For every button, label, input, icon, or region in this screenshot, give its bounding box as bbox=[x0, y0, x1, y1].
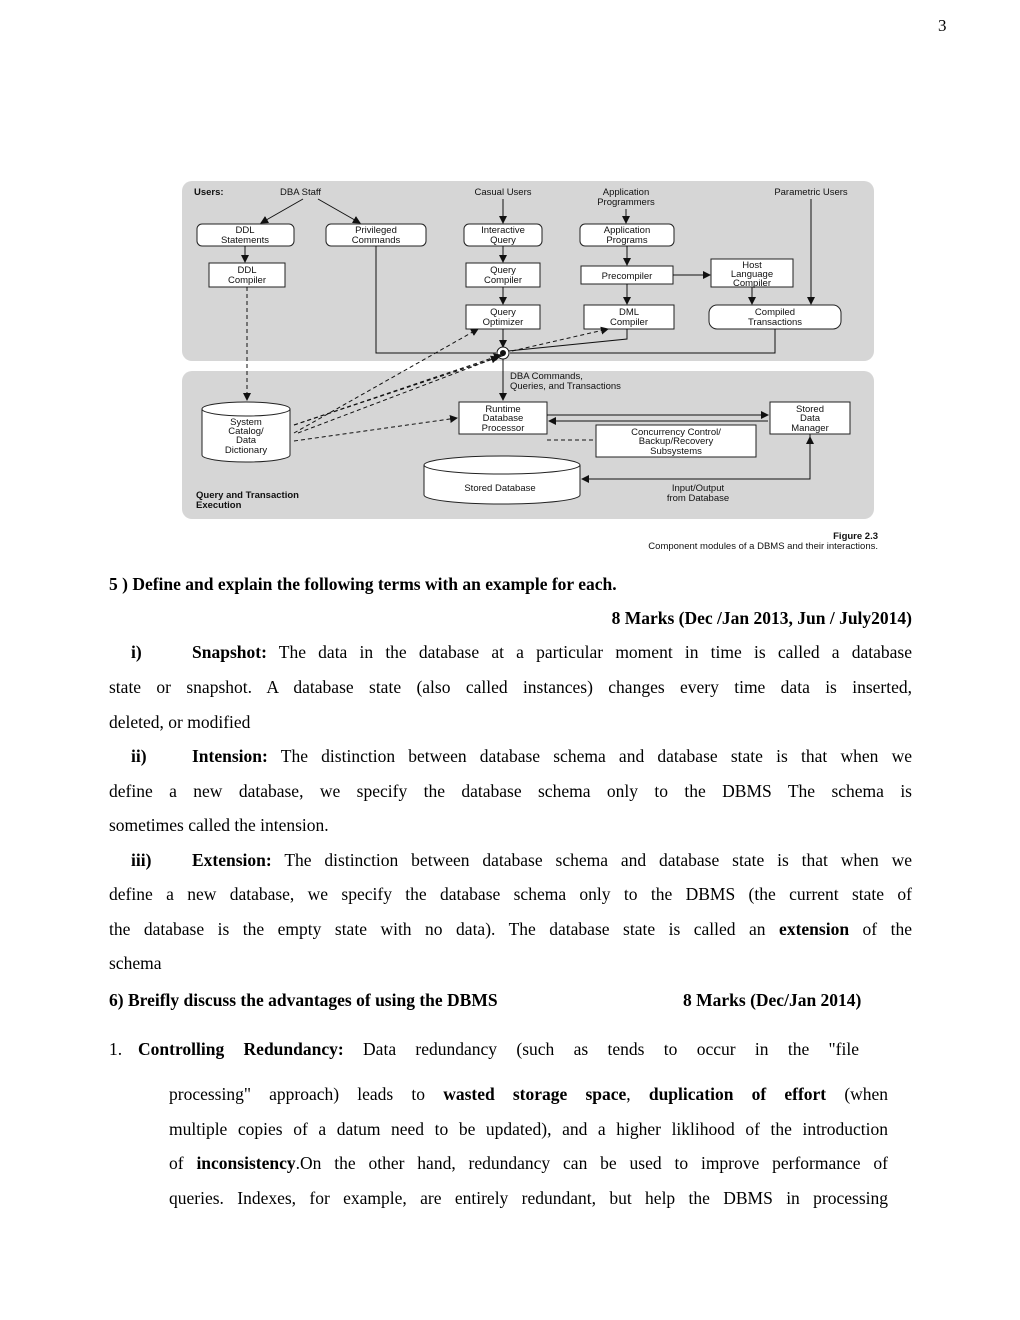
svg-text:Queries, and Transactions: Queries, and Transactions bbox=[510, 381, 621, 392]
svg-text:Commands: Commands bbox=[351, 235, 401, 246]
users-label: Users: bbox=[194, 187, 224, 198]
q6-marks: 8 Marks (Dec/Jan 2014) bbox=[683, 990, 862, 1010]
svg-text:Host: Host bbox=[742, 260, 762, 271]
q6-item1-line4: of inconsistency.On the other hand, redundancy can be used to improve performance of bbox=[169, 1153, 888, 1173]
svg-text:Programs: Programs bbox=[606, 235, 648, 246]
stored-database-cylinder bbox=[424, 456, 580, 504]
svg-text:Execution: Execution bbox=[196, 500, 242, 511]
q5-iii-line3: the database is the empty state with no data). The database state is called an extension of the bbox=[109, 919, 912, 939]
svg-text:Backup/Recovery: Backup/Recovery bbox=[638, 436, 714, 447]
svg-text:Processor: Processor bbox=[481, 423, 525, 434]
q5-i-line2: state or snapshot. A database state (also called instances) changes every time data is inserted, bbox=[109, 677, 912, 697]
svg-text:System: System bbox=[230, 417, 262, 428]
app-programmers-label: Application bbox=[602, 187, 650, 198]
q5-i-line3: deleted, or modified bbox=[109, 712, 251, 732]
svg-text:Dictionary: Dictionary bbox=[224, 445, 268, 456]
svg-text:Stored: Stored bbox=[796, 404, 824, 415]
svg-text:Database: Database bbox=[482, 413, 524, 424]
q5-ii-line3: sometimes called the intension. bbox=[109, 815, 329, 835]
svg-text:Language: Language bbox=[730, 269, 774, 280]
svg-text:Transactions: Transactions bbox=[747, 317, 803, 328]
q5-iii-line4: schema bbox=[109, 953, 162, 973]
q6-item1-line1: 1. Controlling Redundancy: Data redundancy (such as tends to occur in the "file bbox=[109, 1039, 860, 1059]
q6-heading: 6) Breifly discuss the advantages of using the DBMS bbox=[109, 990, 498, 1010]
svg-text:Compiler: Compiler bbox=[732, 278, 772, 289]
svg-text:Manager: Manager bbox=[791, 423, 829, 434]
svg-text:Compiler: Compiler bbox=[609, 317, 649, 328]
page-number: 3 bbox=[938, 16, 947, 35]
q6-item1-line2: processing" approach) leads to wasted storage space, duplication of effort (when bbox=[169, 1084, 889, 1104]
q5-iii-line2: define a new database, we specify the database schema only to the DBMS (the current state of bbox=[109, 884, 912, 904]
svg-text:Data: Data bbox=[235, 435, 257, 446]
q5-iii-line1: iii) Extension: The distinction between database schema and database state is that when we bbox=[131, 850, 912, 870]
svg-text:Query: Query bbox=[490, 307, 516, 318]
svg-text:from Database: from Database bbox=[666, 493, 730, 504]
svg-text:Optimizer: Optimizer bbox=[482, 317, 524, 328]
q5-i-line1: i) Snapshot: The data in the database at a particular moment in time is called a database bbox=[131, 642, 912, 662]
figure-caption-text: Component modules of a DBMS and their interactions. bbox=[648, 541, 878, 552]
dbms-component-diagram bbox=[178, 175, 886, 555]
svg-text:Query: Query bbox=[490, 235, 516, 246]
svg-text:DML: DML bbox=[618, 307, 640, 318]
svg-text:Stored Database: Stored Database bbox=[464, 483, 536, 494]
svg-text:Data: Data bbox=[799, 413, 821, 424]
q5-marks: 8 Marks (Dec /Jan 2013, Jun / July2014) bbox=[611, 608, 912, 628]
svg-text:Precompiler: Precompiler bbox=[601, 271, 653, 282]
svg-text:DDL: DDL bbox=[235, 225, 255, 236]
svg-text:Subsystems: Subsystems bbox=[650, 446, 702, 457]
query-transaction-execution-label: Query and Transaction bbox=[196, 490, 299, 501]
svg-text:Statements: Statements bbox=[220, 235, 270, 246]
svg-text:Compiler: Compiler bbox=[483, 275, 523, 286]
q5-heading: 5 ) Define and explain the following terms with an example for each. bbox=[109, 574, 617, 594]
svg-text:Runtime: Runtime bbox=[485, 404, 521, 415]
svg-text:Concurrency Control/: Concurrency Control/ bbox=[631, 427, 721, 438]
dba-staff-label: DBA Staff bbox=[280, 187, 322, 198]
svg-text:Application: Application bbox=[603, 225, 651, 236]
dba-commands-label: DBA Commands, bbox=[510, 371, 583, 382]
diagram-svg bbox=[178, 175, 886, 555]
q6-item1-line3: multiple copies of a datum need to be updated), and a higher liklihood of the introduction bbox=[169, 1119, 888, 1139]
svg-text:Programmers: Programmers bbox=[597, 197, 655, 208]
svg-text:Compiler: Compiler bbox=[227, 275, 267, 286]
q5-ii-line2: define a new database, we specify the database schema only to the DBMS The schema is bbox=[109, 781, 912, 801]
figure-caption-title: Figure 2.3 bbox=[833, 531, 878, 542]
casual-users-label: Casual Users bbox=[474, 187, 532, 198]
svg-text:DDL: DDL bbox=[237, 265, 257, 276]
input-output-label: Input/Output bbox=[671, 483, 725, 494]
svg-text:Privileged: Privileged bbox=[355, 225, 397, 236]
svg-text:Query: Query bbox=[490, 265, 516, 276]
parametric-users-label: Parametric Users bbox=[774, 187, 848, 198]
svg-text:Interactive: Interactive bbox=[481, 225, 525, 236]
q6-item1-line5: queries. Indexes, for example, are entirely redundant, but help the DBMS in processing bbox=[169, 1188, 888, 1208]
q5-ii-line1: ii) Intension: The distinction between database schema and database state is that when we bbox=[131, 746, 913, 766]
svg-text:Compiled: Compiled bbox=[754, 307, 796, 318]
svg-text:Catalog/: Catalog/ bbox=[228, 426, 264, 437]
